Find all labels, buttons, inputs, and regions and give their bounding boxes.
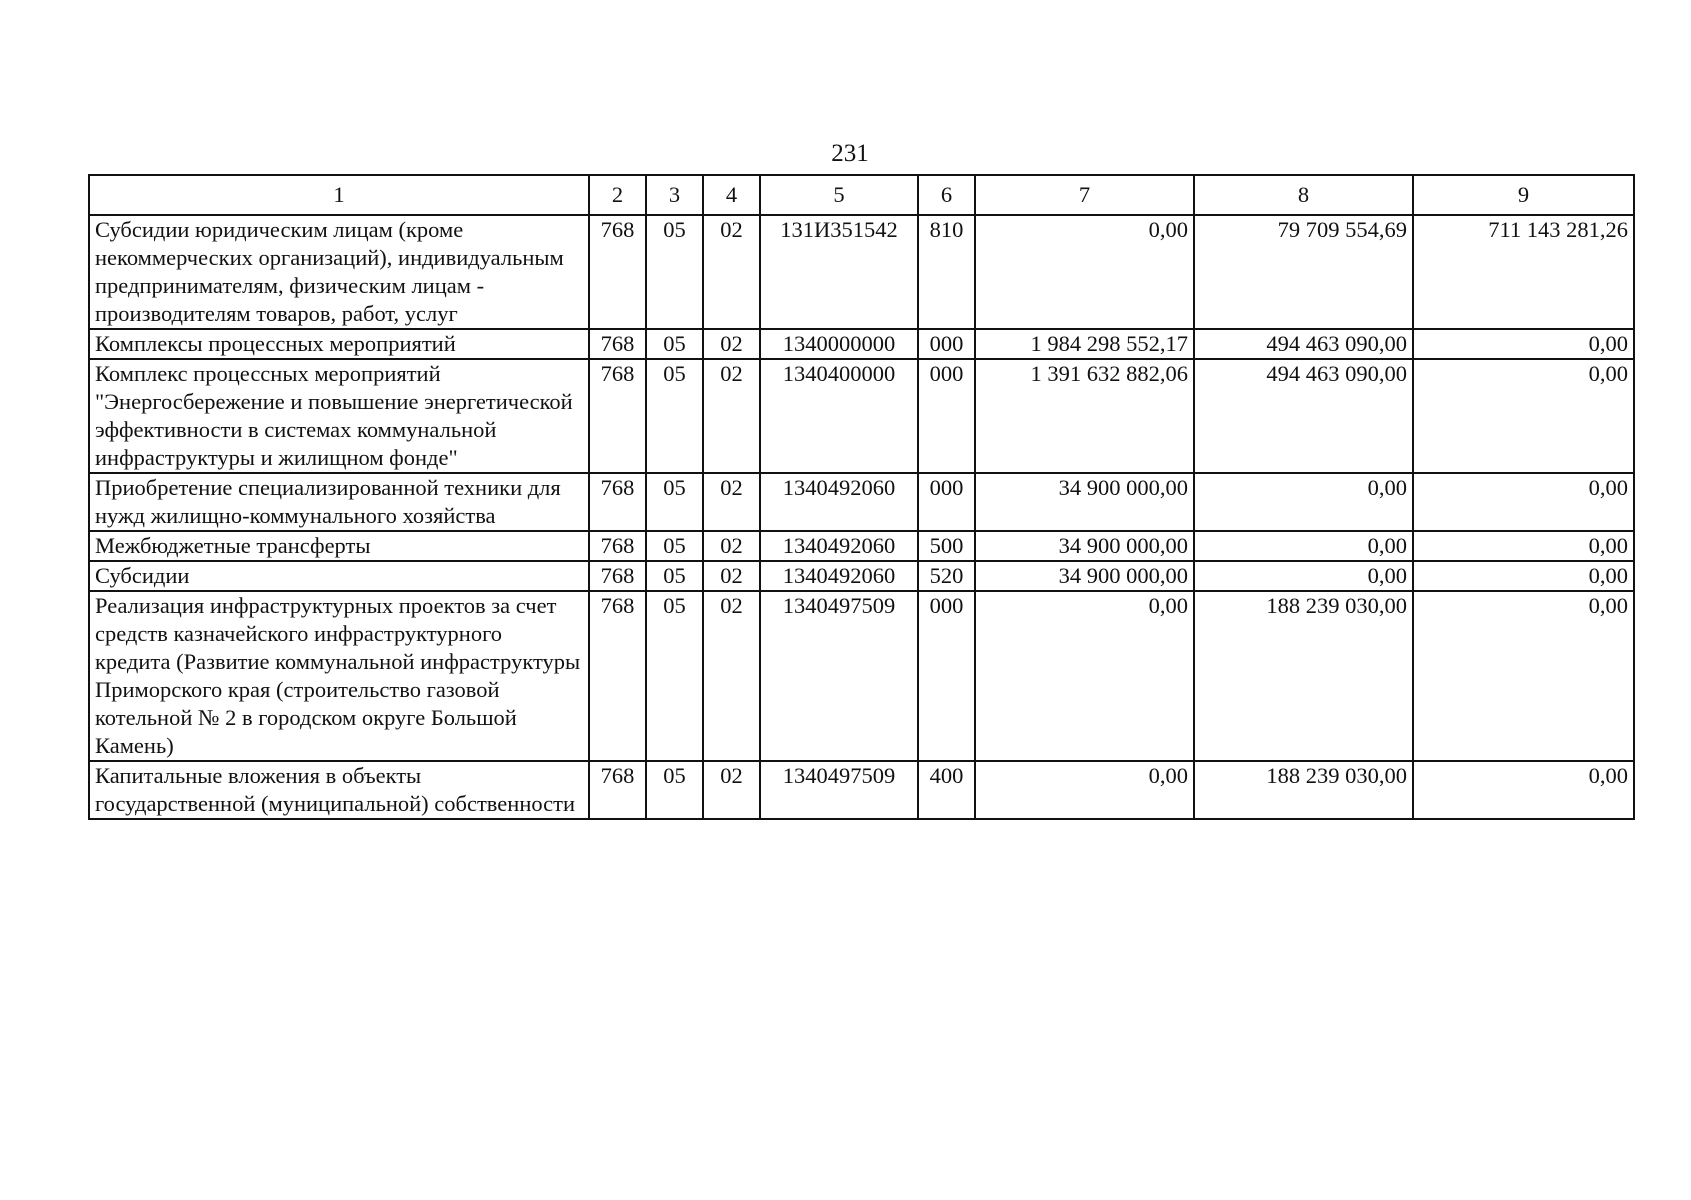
cell-ministry-code: 768 bbox=[589, 591, 646, 761]
cell-amount-col9: 0,00 bbox=[1413, 531, 1634, 561]
cell-section: 05 bbox=[646, 531, 703, 561]
column-header-2: 2 bbox=[589, 175, 646, 215]
cell-amount-col8: 0,00 bbox=[1194, 561, 1413, 591]
cell-amount-col8: 188 239 030,00 bbox=[1194, 761, 1413, 819]
cell-amount-col7: 34 900 000,00 bbox=[975, 473, 1194, 531]
cell-subsection: 02 bbox=[703, 761, 760, 819]
cell-amount-col9: 0,00 bbox=[1413, 761, 1634, 819]
cell-subsection: 02 bbox=[703, 473, 760, 531]
row-name: Комплекс процессных мероприятий "Энергосбережение и повышение энергетической эффективности в системах коммунальной инфраструктуры и жилищном фонде" bbox=[89, 359, 589, 473]
column-header-3: 3 bbox=[646, 175, 703, 215]
cell-target-article: 1340492060 bbox=[760, 473, 918, 531]
cell-amount-col7: 1 984 298 552,17 bbox=[975, 329, 1194, 359]
table-row bbox=[89, 359, 1634, 473]
row-name: Реализация инфраструктурных проектов за счет средств казначейского инфраструктурного кредита (Развитие коммунальной инфраструктуры Приморского края (строительство газовой котельной № 2 в городском округе Большой Камень) bbox=[89, 591, 589, 761]
cell-target-article: 1340400000 bbox=[760, 359, 918, 473]
cell-amount-col9: 0,00 bbox=[1413, 359, 1634, 473]
cell-ministry-code: 768 bbox=[589, 359, 646, 473]
cell-amount-col8: 188 239 030,00 bbox=[1194, 591, 1413, 761]
cell-section: 05 bbox=[646, 329, 703, 359]
row-name: Субсидии юридическим лицам (кроме некоммерческих организаций), индивидуальным предпринимателям, физическим лицам - производителям товаров, работ, услуг bbox=[89, 215, 589, 329]
cell-target-article: 131И351542 bbox=[760, 215, 918, 329]
cell-amount-col8: 0,00 bbox=[1194, 473, 1413, 531]
cell-ministry-code: 768 bbox=[589, 215, 646, 329]
cell-target-article: 1340497509 bbox=[760, 761, 918, 819]
cell-subsection: 02 bbox=[703, 531, 760, 561]
cell-section: 05 bbox=[646, 591, 703, 761]
cell-ministry-code: 768 bbox=[589, 473, 646, 531]
cell-subsection: 02 bbox=[703, 215, 760, 329]
cell-amount-col7: 0,00 bbox=[975, 591, 1194, 761]
column-header-4: 4 bbox=[703, 175, 760, 215]
cell-section: 05 bbox=[646, 561, 703, 591]
cell-ministry-code: 768 bbox=[589, 561, 646, 591]
cell-amount-col7: 34 900 000,00 bbox=[975, 531, 1194, 561]
cell-amount-col8: 0,00 bbox=[1194, 531, 1413, 561]
table-row bbox=[89, 761, 1634, 819]
table-row bbox=[89, 561, 1634, 591]
cell-expense-type: 810 bbox=[918, 215, 975, 329]
page-number: 231 bbox=[831, 140, 869, 167]
cell-expense-type: 400 bbox=[918, 761, 975, 819]
cell-amount-col7: 0,00 bbox=[975, 215, 1194, 329]
row-name: Капитальные вложения в объекты государственной (муниципальной) собственности bbox=[89, 761, 589, 819]
table-row bbox=[89, 215, 1634, 329]
cell-section: 05 bbox=[646, 215, 703, 329]
cell-section: 05 bbox=[646, 473, 703, 531]
cell-amount-col7: 0,00 bbox=[975, 761, 1194, 819]
cell-expense-type: 000 bbox=[918, 591, 975, 761]
cell-expense-type: 000 bbox=[918, 473, 975, 531]
cell-subsection: 02 bbox=[703, 359, 760, 473]
column-header-1: 1 bbox=[89, 175, 589, 215]
cell-amount-col9: 0,00 bbox=[1413, 561, 1634, 591]
cell-section: 05 bbox=[646, 359, 703, 473]
cell-target-article: 1340497509 bbox=[760, 591, 918, 761]
cell-amount-col9: 0,00 bbox=[1413, 591, 1634, 761]
table-row bbox=[89, 329, 1634, 359]
cell-amount-col8: 79 709 554,69 bbox=[1194, 215, 1413, 329]
cell-ministry-code: 768 bbox=[589, 761, 646, 819]
column-header-9: 9 bbox=[1413, 175, 1634, 215]
cell-subsection: 02 bbox=[703, 329, 760, 359]
budget-table bbox=[88, 174, 1635, 820]
cell-target-article: 1340492060 bbox=[760, 531, 918, 561]
cell-expense-type: 000 bbox=[918, 359, 975, 473]
cell-subsection: 02 bbox=[703, 591, 760, 761]
row-name: Субсидии bbox=[89, 561, 589, 591]
cell-amount-col9: 0,00 bbox=[1413, 473, 1634, 531]
cell-ministry-code: 768 bbox=[589, 531, 646, 561]
cell-subsection: 02 bbox=[703, 561, 760, 591]
table-row bbox=[89, 531, 1634, 561]
table-header-row bbox=[89, 175, 1634, 215]
cell-expense-type: 520 bbox=[918, 561, 975, 591]
cell-target-article: 1340492060 bbox=[760, 561, 918, 591]
column-header-6: 6 bbox=[918, 175, 975, 215]
cell-expense-type: 000 bbox=[918, 329, 975, 359]
cell-amount-col9: 711 143 281,26 bbox=[1413, 215, 1634, 329]
column-header-5: 5 bbox=[760, 175, 918, 215]
row-name: Приобретение специализированной техники для нужд жилищно-коммунального хозяйства bbox=[89, 473, 589, 531]
cell-amount-col9: 0,00 bbox=[1413, 329, 1634, 359]
row-name: Комплексы процессных мероприятий bbox=[89, 329, 589, 359]
cell-section: 05 bbox=[646, 761, 703, 819]
column-header-7: 7 bbox=[975, 175, 1194, 215]
row-name: Межбюджетные трансферты bbox=[89, 531, 589, 561]
table-row bbox=[89, 473, 1634, 531]
cell-amount-col8: 494 463 090,00 bbox=[1194, 329, 1413, 359]
cell-amount-col7: 34 900 000,00 bbox=[975, 561, 1194, 591]
cell-ministry-code: 768 bbox=[589, 329, 646, 359]
cell-target-article: 1340000000 bbox=[760, 329, 918, 359]
column-header-8: 8 bbox=[1194, 175, 1413, 215]
cell-expense-type: 500 bbox=[918, 531, 975, 561]
table-row bbox=[89, 591, 1634, 761]
cell-amount-col8: 494 463 090,00 bbox=[1194, 359, 1413, 473]
cell-amount-col7: 1 391 632 882,06 bbox=[975, 359, 1194, 473]
